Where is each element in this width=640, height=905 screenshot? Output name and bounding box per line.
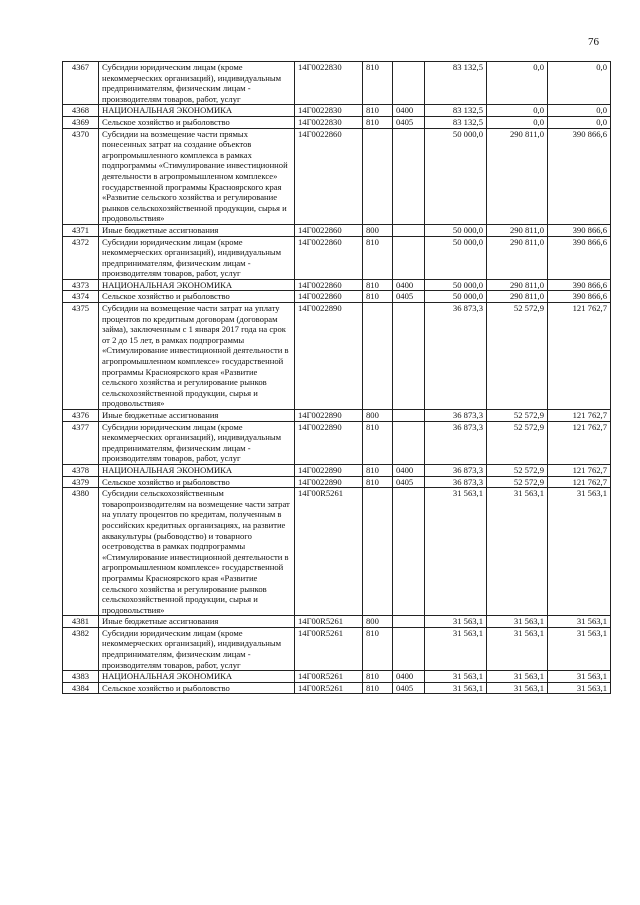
section-cell: 0405 xyxy=(393,291,425,303)
table-row xyxy=(63,279,611,291)
amount-year2-cell: 31 563,1 xyxy=(487,682,548,694)
target-article-cell: 14Г00R5261 xyxy=(295,488,363,616)
table-row xyxy=(63,488,611,616)
item-name-cell: Сельское хозяйство и рыболовство xyxy=(99,116,295,128)
amount-year2-cell: 290 811,0 xyxy=(487,128,548,224)
table-row xyxy=(63,303,611,410)
table-row xyxy=(63,105,611,117)
expense-type-cell xyxy=(363,303,393,410)
amount-year1-cell: 50 000,0 xyxy=(425,128,487,224)
amount-year1-cell: 31 563,1 xyxy=(425,627,487,670)
amount-year3-cell: 121 762,7 xyxy=(548,303,611,410)
section-cell: 0405 xyxy=(393,682,425,694)
amount-year1-cell: 36 873,3 xyxy=(425,410,487,422)
item-name-cell: Субсидии на возмещение части прямых понесенных затрат на создание объектов агропромышленного комплекса в рамках подпрограммы «Стимулирование инвестиционной деятельности в агропромышленном комплексе» государственной программы Красноярского края «Развитие сельского хозяйства и регулирование рынков сельскохозяйственной продукции, сырья и продовольствия» xyxy=(99,128,295,224)
amount-year2-cell: 52 572,9 xyxy=(487,303,548,410)
amount-year3-cell: 121 762,7 xyxy=(548,476,611,488)
row-number-cell: 4368 xyxy=(63,105,99,117)
section-cell: 0405 xyxy=(393,116,425,128)
amount-year2-cell: 52 572,9 xyxy=(487,464,548,476)
amount-year2-cell: 0,0 xyxy=(487,62,548,105)
expense-type-cell xyxy=(363,488,393,616)
amount-year2-cell: 0,0 xyxy=(487,116,548,128)
table-row xyxy=(63,224,611,236)
item-name-cell: НАЦИОНАЛЬНАЯ ЭКОНОМИКА xyxy=(99,105,295,117)
item-name-cell: НАЦИОНАЛЬНАЯ ЭКОНОМИКА xyxy=(99,671,295,683)
section-cell: 0400 xyxy=(393,105,425,117)
amount-year3-cell: 0,0 xyxy=(548,116,611,128)
section-cell: 0405 xyxy=(393,476,425,488)
table-row xyxy=(63,476,611,488)
amount-year1-cell: 31 563,1 xyxy=(425,616,487,628)
expense-type-cell: 800 xyxy=(363,410,393,422)
amount-year2-cell: 31 563,1 xyxy=(487,671,548,683)
table-row xyxy=(63,128,611,224)
expense-type-cell: 800 xyxy=(363,224,393,236)
target-article-cell: 14Г0022830 xyxy=(295,62,363,105)
amount-year1-cell: 31 563,1 xyxy=(425,682,487,694)
amount-year2-cell: 290 811,0 xyxy=(487,291,548,303)
amount-year1-cell: 50 000,0 xyxy=(425,291,487,303)
target-article-cell: 14Г0022830 xyxy=(295,105,363,117)
section-cell xyxy=(393,616,425,628)
target-article-cell: 14Г0022890 xyxy=(295,410,363,422)
amount-year3-cell: 31 563,1 xyxy=(548,616,611,628)
amount-year2-cell: 0,0 xyxy=(487,105,548,117)
section-cell xyxy=(393,421,425,464)
expense-type-cell: 810 xyxy=(363,279,393,291)
item-name-cell: Субсидии юридическим лицам (кроме некоммерческих организаций), индивидуальным предпринимателям, физическим лицам - производителям товаров, работ, услуг xyxy=(99,421,295,464)
expense-type-cell: 800 xyxy=(363,616,393,628)
target-article-cell: 14Г0022860 xyxy=(295,236,363,279)
amount-year2-cell: 31 563,1 xyxy=(487,627,548,670)
amount-year1-cell: 83 132,5 xyxy=(425,105,487,117)
section-cell xyxy=(393,62,425,105)
amount-year3-cell: 0,0 xyxy=(548,105,611,117)
amount-year2-cell: 52 572,9 xyxy=(487,421,548,464)
target-article-cell: 14Г0022830 xyxy=(295,116,363,128)
target-article-cell: 14Г00R5261 xyxy=(295,627,363,670)
row-number-cell: 4383 xyxy=(63,671,99,683)
target-article-cell: 14Г0022860 xyxy=(295,128,363,224)
amount-year1-cell: 31 563,1 xyxy=(425,671,487,683)
section-cell: 0400 xyxy=(393,279,425,291)
amount-year1-cell: 36 873,3 xyxy=(425,464,487,476)
expense-type-cell: 810 xyxy=(363,421,393,464)
row-number-cell: 4378 xyxy=(63,464,99,476)
amount-year2-cell: 290 811,0 xyxy=(487,279,548,291)
amount-year2-cell: 31 563,1 xyxy=(487,616,548,628)
row-number-cell: 4377 xyxy=(63,421,99,464)
row-number-cell: 4381 xyxy=(63,616,99,628)
target-article-cell: 14Г0022860 xyxy=(295,291,363,303)
section-cell xyxy=(393,303,425,410)
budget-table xyxy=(62,61,611,694)
item-name-cell: Сельское хозяйство и рыболовство xyxy=(99,476,295,488)
section-cell xyxy=(393,224,425,236)
amount-year3-cell: 31 563,1 xyxy=(548,671,611,683)
expense-type-cell xyxy=(363,128,393,224)
target-article-cell: 14Г0022890 xyxy=(295,476,363,488)
item-name-cell: Иные бюджетные ассигнования xyxy=(99,616,295,628)
target-article-cell: 14Г0022890 xyxy=(295,421,363,464)
target-article-cell: 14Г00R5261 xyxy=(295,671,363,683)
amount-year3-cell: 0,0 xyxy=(548,62,611,105)
amount-year1-cell: 36 873,3 xyxy=(425,476,487,488)
table-row xyxy=(63,671,611,683)
item-name-cell: НАЦИОНАЛЬНАЯ ЭКОНОМИКА xyxy=(99,464,295,476)
amount-year3-cell: 121 762,7 xyxy=(548,410,611,422)
table-row xyxy=(63,627,611,670)
expense-type-cell: 810 xyxy=(363,464,393,476)
table-row xyxy=(63,421,611,464)
section-cell xyxy=(393,410,425,422)
target-article-cell: 14Г00R5261 xyxy=(295,682,363,694)
row-number-cell: 4374 xyxy=(63,291,99,303)
amount-year3-cell: 390 866,6 xyxy=(548,128,611,224)
amount-year1-cell: 83 132,5 xyxy=(425,62,487,105)
section-cell xyxy=(393,627,425,670)
item-name-cell: Субсидии юридическим лицам (кроме некоммерческих организаций), индивидуальным предпринимателям, физическим лицам - производителям товаров, работ, услуг xyxy=(99,62,295,105)
amount-year2-cell: 52 572,9 xyxy=(487,410,548,422)
amount-year1-cell: 31 563,1 xyxy=(425,488,487,616)
row-number-cell: 4373 xyxy=(63,279,99,291)
item-name-cell: Сельское хозяйство и рыболовство xyxy=(99,291,295,303)
row-number-cell: 4384 xyxy=(63,682,99,694)
section-cell: 0400 xyxy=(393,671,425,683)
amount-year1-cell: 83 132,5 xyxy=(425,116,487,128)
section-cell xyxy=(393,236,425,279)
table-row xyxy=(63,116,611,128)
table-row xyxy=(63,464,611,476)
amount-year3-cell: 390 866,6 xyxy=(548,236,611,279)
row-number-cell: 4371 xyxy=(63,224,99,236)
item-name-cell: Субсидии юридическим лицам (кроме некоммерческих организаций), индивидуальным предпринимателям, физическим лицам - производителям товаров, работ, услуг xyxy=(99,627,295,670)
section-cell: 0400 xyxy=(393,464,425,476)
amount-year3-cell: 121 762,7 xyxy=(548,421,611,464)
row-number-cell: 4382 xyxy=(63,627,99,670)
amount-year1-cell: 36 873,3 xyxy=(425,303,487,410)
expense-type-cell: 810 xyxy=(363,105,393,117)
amount-year1-cell: 50 000,0 xyxy=(425,279,487,291)
row-number-cell: 4372 xyxy=(63,236,99,279)
target-article-cell: 14Г0022890 xyxy=(295,464,363,476)
amount-year3-cell: 390 866,6 xyxy=(548,279,611,291)
expense-type-cell: 810 xyxy=(363,682,393,694)
amount-year3-cell: 31 563,1 xyxy=(548,627,611,670)
expense-type-cell: 810 xyxy=(363,116,393,128)
row-number-cell: 4370 xyxy=(63,128,99,224)
item-name-cell: Сельское хозяйство и рыболовство xyxy=(99,682,295,694)
amount-year3-cell: 31 563,1 xyxy=(548,682,611,694)
item-name-cell: Субсидии сельскохозяйственным товаропроизводителям на возмещение части затрат на уплату процентов по кредитам, полученным в российских кредитных организациях, на развитие аквакультуры (рыбоводство) и товарного осетроводства в рамках подпрограммы «Стимулирование инвестиционной деятельности в агропромышленном комплексе» государственной программы Красноярского края «Развитие сельского хозяйства и регулирование рынков сельскохозяйственной продукции, сырья и продовольствия» xyxy=(99,488,295,616)
amount-year1-cell: 50 000,0 xyxy=(425,224,487,236)
amount-year2-cell: 290 811,0 xyxy=(487,236,548,279)
amount-year3-cell: 390 866,6 xyxy=(548,224,611,236)
section-cell xyxy=(393,488,425,616)
table-row xyxy=(63,410,611,422)
table-row xyxy=(63,236,611,279)
expense-type-cell: 810 xyxy=(363,236,393,279)
amount-year1-cell: 50 000,0 xyxy=(425,236,487,279)
amount-year2-cell: 290 811,0 xyxy=(487,224,548,236)
expense-type-cell: 810 xyxy=(363,476,393,488)
amount-year3-cell: 390 866,6 xyxy=(548,291,611,303)
amount-year2-cell: 52 572,9 xyxy=(487,476,548,488)
table-row xyxy=(63,616,611,628)
table-row xyxy=(63,291,611,303)
row-number-cell: 4375 xyxy=(63,303,99,410)
target-article-cell: 14Г0022860 xyxy=(295,279,363,291)
table-body xyxy=(63,62,611,694)
row-number-cell: 4367 xyxy=(63,62,99,105)
target-article-cell: 14Г0022890 xyxy=(295,303,363,410)
row-number-cell: 4379 xyxy=(63,476,99,488)
amount-year2-cell: 31 563,1 xyxy=(487,488,548,616)
item-name-cell: Иные бюджетные ассигнования xyxy=(99,410,295,422)
item-name-cell: Субсидии юридическим лицам (кроме некоммерческих организаций), индивидуальным предпринимателям, физическим лицам - производителям товаров, работ, услуг xyxy=(99,236,295,279)
row-number-cell: 4380 xyxy=(63,488,99,616)
section-cell xyxy=(393,128,425,224)
row-number-cell: 4369 xyxy=(63,116,99,128)
item-name-cell: Иные бюджетные ассигнования xyxy=(99,224,295,236)
expense-type-cell: 810 xyxy=(363,291,393,303)
target-article-cell: 14Г0022860 xyxy=(295,224,363,236)
amount-year3-cell: 31 563,1 xyxy=(548,488,611,616)
amount-year1-cell: 36 873,3 xyxy=(425,421,487,464)
table-row xyxy=(63,62,611,105)
table-row xyxy=(63,682,611,694)
amount-year3-cell: 121 762,7 xyxy=(548,464,611,476)
expense-type-cell: 810 xyxy=(363,671,393,683)
item-name-cell: Субсидии на возмещение части затрат на уплату процентов по кредитным договорам (договорам займа), заключенным с 1 января 2017 года на срок от 2 до 15 лет, в рамках подпрограммы «Стимулирование инвестиционной деятельности в агропромышленном комплексе» государственной программы Красноярского края «Развитие сельского хозяйства и регулирование рынков сельскохозяйственной продукции, сырья и продовольствия» xyxy=(99,303,295,410)
expense-type-cell: 810 xyxy=(363,62,393,105)
target-article-cell: 14Г00R5261 xyxy=(295,616,363,628)
item-name-cell: НАЦИОНАЛЬНАЯ ЭКОНОМИКА xyxy=(99,279,295,291)
row-number-cell: 4376 xyxy=(63,410,99,422)
page-number: 76 xyxy=(588,36,599,48)
expense-type-cell: 810 xyxy=(363,627,393,670)
